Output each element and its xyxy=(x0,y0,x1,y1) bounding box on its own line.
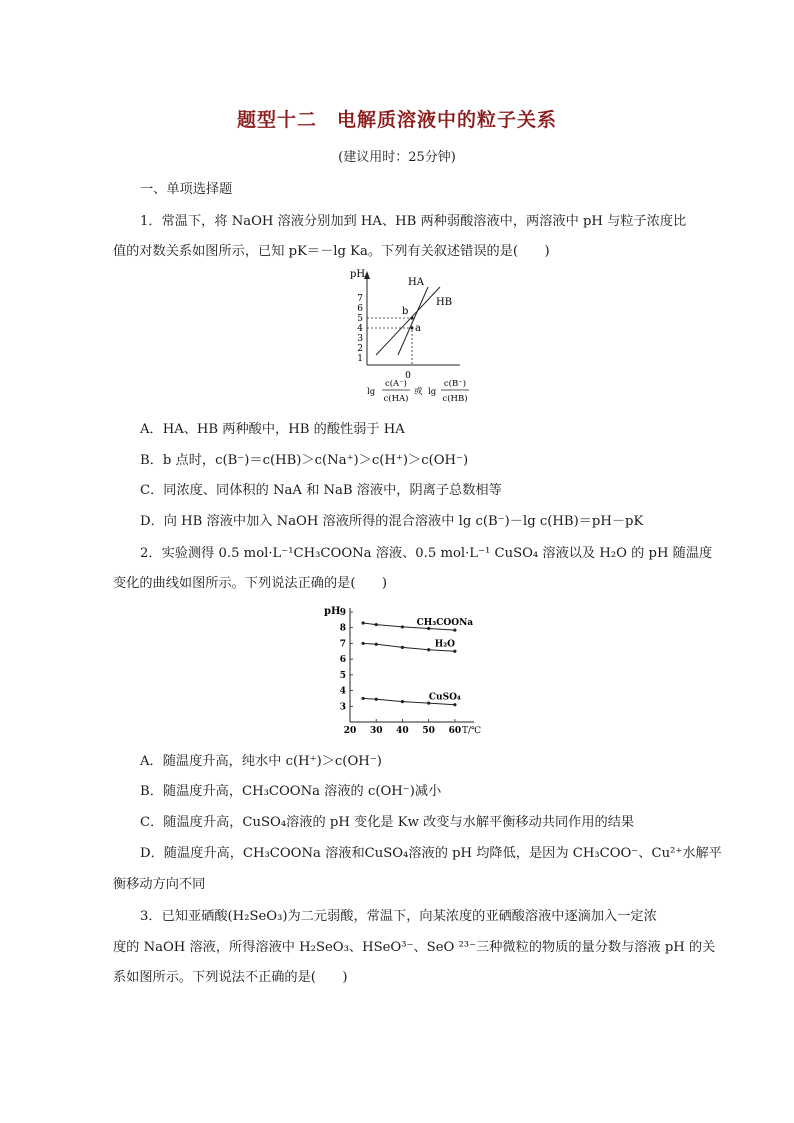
q2-point-CH3COONa xyxy=(362,621,365,624)
q1-xlabel-lg1: lg xyxy=(367,387,376,397)
q1-option-c: C．同浓度、同体积的 NaA 和 NaB 溶液中，阴离子总数相等 xyxy=(140,483,502,498)
q1-option-d: D．向 HB 溶液中加入 NaOH 溶液所得的混合溶液中 lg c(B⁻)－lg c(HB)＝pH－pK xyxy=(140,514,644,529)
q2-stem-line2: 变化的曲线如图所示。下列说法正确的是( ) xyxy=(113,576,388,591)
q1-ytick: 3 xyxy=(357,334,363,344)
q2-ytick-label: 6 xyxy=(339,655,346,666)
q1-xlabel-den1: c(HA) xyxy=(383,394,409,404)
q2-series-label-CuSO4: CuSO₄ xyxy=(428,692,461,703)
q2-x-label: T/℃ xyxy=(462,726,482,736)
q2-series-label-H2O: H₂O xyxy=(434,639,456,650)
q2-stem-line1: 2．实验测得 0.5 mol·L⁻¹CH₃COONa 溶液、0.5 mol·L⁻¹ CuSO₄ 溶液以及 H₂O 的 pH 随温度 xyxy=(140,546,713,561)
q2-xtick-label: 60 xyxy=(448,726,462,736)
q1-xlabel-num1: c(A⁻) xyxy=(384,379,408,389)
q2-ytick-label: 9 xyxy=(339,608,346,618)
q1-ytick: 1 xyxy=(357,354,363,364)
q2-point-CuSO4 xyxy=(453,703,456,706)
q2-point-CuSO4 xyxy=(401,700,404,703)
q2-xtick-label: 20 xyxy=(343,726,357,736)
q2-point-H2O xyxy=(427,648,430,651)
q1-point-a xyxy=(411,327,414,330)
q1-xlabel-lg2: lg xyxy=(428,387,437,397)
q2-xtick-label: 50 xyxy=(422,726,435,736)
q2-option-d-line1: D．随温度升高，CH₃COONa 溶液和CuSO₄溶液的 pH 均降低，是因为 CH₃COO⁻、Cu²⁺水解平 xyxy=(140,846,722,861)
q3-stem-line3: 系如图所示。下列说法不正确的是( ) xyxy=(113,970,348,985)
q2-xtick-label: 40 xyxy=(396,726,409,736)
q1-label-b: b xyxy=(402,306,409,317)
q2-point-CH3COONa xyxy=(453,628,456,631)
q1-ytick: 5 xyxy=(357,314,363,324)
q2-ytick-label: 5 xyxy=(339,670,346,681)
q1-stem-line2: 值的对数关系如图所示，已知 pK＝－lg Ka。下列有关叙述错误的是( ) xyxy=(113,244,550,259)
q1-xlabel-den2: c(HB) xyxy=(442,394,468,404)
q2-option-c: C．随温度升高，CuSO₄溶液的 pH 变化是 Kw 改变与水解平衡移动共同作用的结果 xyxy=(140,815,635,830)
q2-ytick-label: 8 xyxy=(339,623,346,634)
q2-series-label-CH3COONa: CH₃COONa xyxy=(416,618,474,629)
q2-option-a: A．随温度升高，纯水中 c(H⁺)＞c(OH⁻) xyxy=(140,754,382,769)
q1-figure xyxy=(340,265,470,410)
q3-stem-line2: 度的 NaOH 溶液，所得溶液中 H₂SeO₃、HSeO³⁻、SeO ²³⁻三种微粒的物质的量分数与溶液 pH 的关 xyxy=(113,940,716,955)
q2-point-CH3COONa xyxy=(401,625,404,628)
q2-option-d-line2: 衡移动方向不同 xyxy=(113,877,206,892)
q2-chart xyxy=(320,600,500,738)
q1-option-a: A．HA、HB 两种酸中，HB 的酸性弱于 HA xyxy=(140,422,405,437)
q1-option-b: B．b 点时，c(B⁻)＝c(HB)＞c(Na⁺)＞c(H⁺)＞c(OH⁻) xyxy=(140,453,469,468)
q2-point-CH3COONa xyxy=(375,623,378,626)
page-title: 题型十二 电解质溶液中的粒子关系 xyxy=(236,109,557,131)
q2-point-H2O xyxy=(453,650,456,653)
section-heading: 一、单项选择题 xyxy=(140,182,233,197)
q2-point-H2O xyxy=(401,646,404,649)
q1-line-ha xyxy=(398,287,428,355)
q3-stem-line1: 3．已知亚硒酸(H₂SeO₃)为二元弱酸，常温下，向某浓度的亚硒酸溶液中逐滴加入一定浓 xyxy=(140,909,657,924)
q1-label-ha: HA xyxy=(408,277,424,288)
q1-label-a: a xyxy=(415,323,421,334)
q1-line-hb xyxy=(376,287,440,355)
q2-ytick-label: 3 xyxy=(339,702,346,713)
q2-xtick-label: 30 xyxy=(369,726,383,736)
q1-point-b xyxy=(411,317,414,320)
q2-point-CuSO4 xyxy=(362,697,365,700)
q2-ytick-label: 4 xyxy=(339,686,346,697)
q1-stem-line1: 1．常温下，将 NaOH 溶液分别加到 HA、HB 两种弱酸溶液中，两溶液中 pH 与粒子浓度比 xyxy=(140,214,687,229)
q1-ytick: 6 xyxy=(357,304,363,314)
q2-point-H2O xyxy=(375,643,378,646)
time-note: (建议用时：25分钟) xyxy=(338,150,456,165)
q1-y-label: pH xyxy=(350,269,366,280)
q1-label-hb: HB xyxy=(436,297,453,308)
q1-zero-label: 0 xyxy=(405,371,411,381)
q1-xlabel-or: 或 xyxy=(414,387,423,397)
q1-ytick: 4 xyxy=(357,324,363,334)
q2-option-b: B．随温度升高，CH₃COONa 溶液的 c(OH⁻)减小 xyxy=(140,784,442,799)
q1-xlabel-num2: c(B⁻) xyxy=(443,379,467,389)
q1-ytick: 7 xyxy=(357,294,363,304)
q1-ytick: 2 xyxy=(357,344,363,354)
q2-point-CuSO4 xyxy=(375,698,378,701)
q2-point-H2O xyxy=(362,642,365,645)
q2-ytick-label: 7 xyxy=(339,639,346,650)
q2-y-label: pH xyxy=(324,606,341,617)
